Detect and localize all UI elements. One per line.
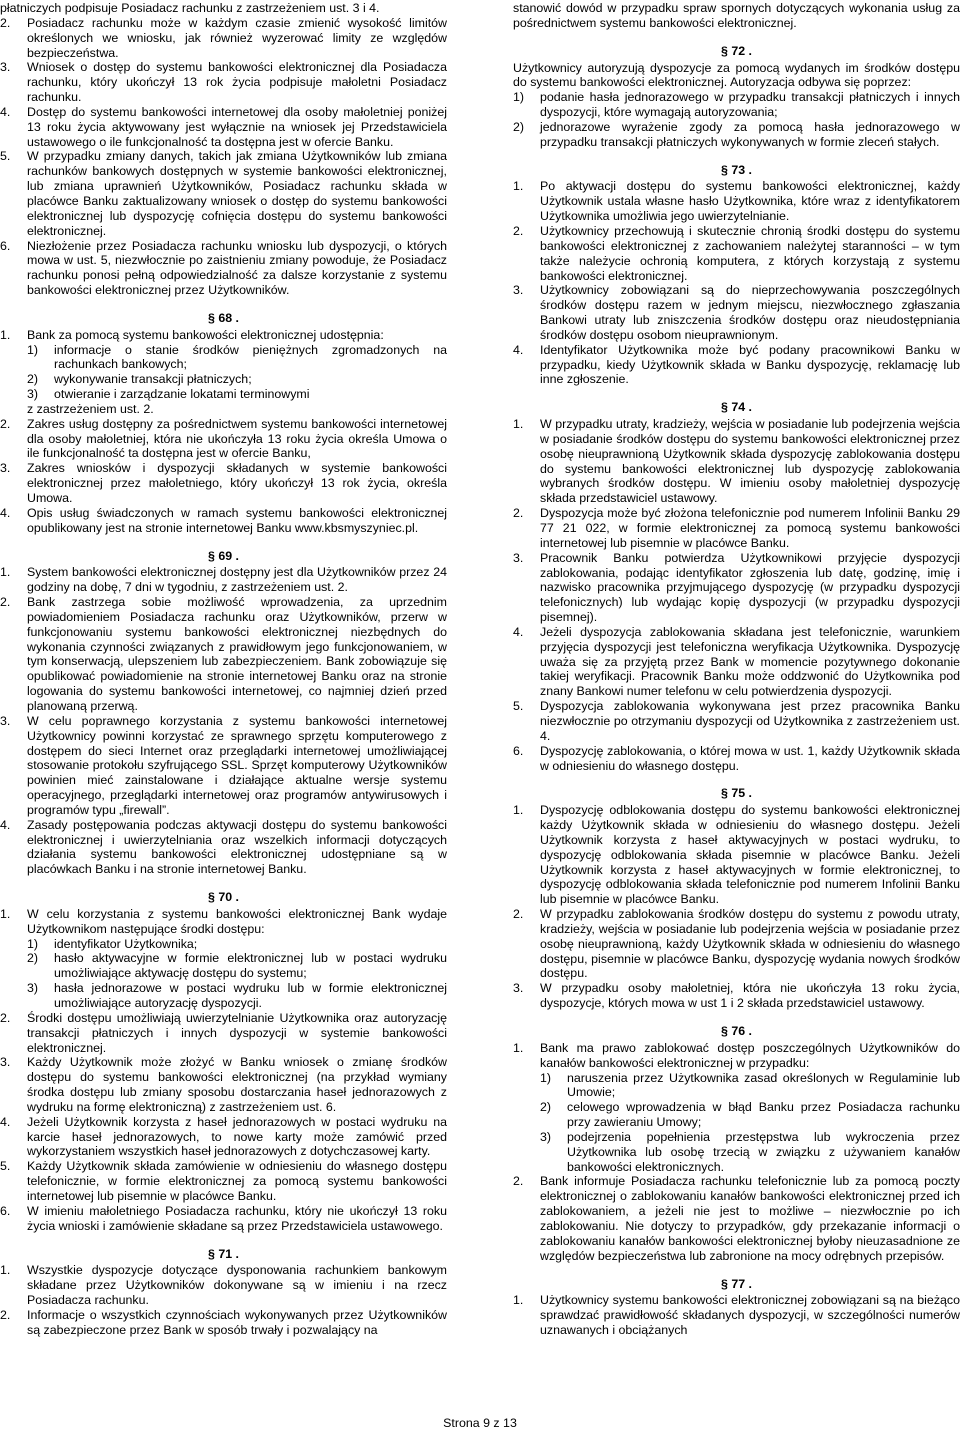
item-number: 3): [27, 387, 39, 402]
item-number: 1.: [513, 417, 524, 432]
item-number: 3): [540, 1129, 552, 1144]
item-text: Posiadacz rachunku może w każdym czasie zmienić wysokość limitów określonych we wniosku, jak również wyzerować limity ze względów bezpieczeństwa.: [27, 15, 447, 60]
item-number: 1.: [0, 327, 11, 342]
list-item: [0, 1263, 447, 1308]
item-number: 2.: [513, 907, 524, 922]
item-number: 5.: [0, 1159, 11, 1174]
item-text: jednorazowe wyrażenie zgody za pomocą hasła jednorazowego w przypadku transakcji płatniczych wykonywanych w formie zleceń stałych.: [540, 119, 960, 149]
item-text: Bank za pomocą systemu bankowości elektronicznej udostępnia:: [27, 327, 384, 342]
item-number: 1): [540, 1070, 552, 1085]
item-text: podejrzenia popełnienia przestępstwa lub wykroczenia przez Użytkownika lub osobę trzecią w związku z używaniem kanałów bankowości elektronicznych.: [567, 1129, 960, 1174]
item-number: 1.: [0, 1263, 11, 1278]
item-text: hasło aktywacyjne w formie elektronicznej lub w postaci wydruku umożliwiające aktywację dostępu do systemu;: [54, 951, 447, 981]
item-text: hasła jednorazowe w postaci wydruku lub w formie elektronicznej umożliwiające autoryzację dyspozycji.: [54, 981, 447, 1010]
item-text: W celu poprawnego korzystania z systemu bankowości internetowej Użytkownicy powinni korzystać ze sprawnego sprzętu komputerowego z dostępem do sieci Internet oraz przeglądarki internetowej umożliwiającej stosowanie protokołu szyfrującego SSL. Sprzęt komputerowy Użytkowników powinien mieć zainstalowane i działające aktualne wersje systemu operacyjnego, przeglądarki internetowej oraz programów antywirusowych i programów typu „firewall”.: [27, 713, 447, 817]
item-text: W przypadku zmiany danych, takich jak zmiana Użytkowników lub zmiana rachunków bankowych dostępnych w systemie bankowości elektronicznej, lub zmiana uprawnień Użytkowników, Posiadacz rachunku składa w placówce Banku zaktualizowany wniosek o dostęp do systemu bankowości elektronicznej lub dyspozycję cofnięcia dostępu do systemu bankowości elektronicznej.: [27, 149, 447, 238]
list-item: [0, 1115, 447, 1160]
item-number: 3.: [513, 283, 524, 298]
item-number: 1.: [513, 1293, 524, 1308]
item-text: otwieranie i zarządzanie lokatami terminowymi: [54, 387, 310, 402]
list-item: [0, 461, 447, 506]
item-number: 1.: [0, 906, 11, 921]
item-number: 2.: [513, 1174, 524, 1189]
list-item: [513, 224, 960, 283]
section-heading: § 70 .: [207, 890, 239, 905]
paragraph: stanowić dowód w przypadku spraw spornych dotyczących wykonania usług za pośrednictwem systemu bankowości elektronicznej.: [513, 1, 960, 30]
item-number: 2): [540, 1100, 552, 1115]
section-heading: § 76 .: [720, 1024, 752, 1038]
item-number: 2.: [513, 223, 524, 238]
item-text: Opis usług świadczonych w ramach systemu bankowości elektronicznej opublikowany jest na stronie internetowej Banku www.kbsmyszyniec.pl.: [27, 505, 447, 535]
item-number: 1): [27, 342, 39, 357]
item-text: Użytkownicy systemu bankowości elektronicznej zobowiązani są na bieżąco sprawdzać prawidłowość składanych dyspozycji, w szczególności numerów uznawanych i obciążanych: [540, 1293, 960, 1338]
item-text: Po aktywacji dostępu do systemu bankowości elektronicznej, każdy Użytkownik ustala własne hasło Użytkownika, które wraz z identyfikatorem Użytkownika umożliwia jego uwierzytelnianie.: [540, 179, 960, 224]
list-item: [0, 417, 447, 462]
list-item: [0, 1159, 447, 1204]
paragraph: Użytkownicy autoryzują dyspozycje za pomocą wydanych im środków dostępu do systemu bankowości elektronicznej. Autoryzacja odbywa się poprzez:: [513, 60, 960, 90]
item-text: wykonywanie transakcji płatniczych;: [54, 372, 252, 387]
item-text: W imieniu małoletniego Posiadacza rachunku, który nie ukończył 13 roku życia wnioski i zamówienie składane są przez Przedstawiciela ustawowego.: [27, 1203, 447, 1233]
item-number: 4.: [0, 817, 11, 832]
item-text: Dostęp do systemu bankowości internetowej dla osoby małoletniej poniżej 13 roku życia aktywowany jest wyłącznie na wniosek jej Przedstawiciela ustawowego o ile funkcjonalność ta dostępna jest w ofercie Banku.: [27, 104, 447, 149]
list-item: [513, 1174, 960, 1263]
list-item: [0, 714, 447, 818]
sub-list-item: [0, 372, 447, 387]
list-item: [513, 1041, 960, 1071]
section-heading: § 71 .: [207, 1246, 239, 1261]
list-item: [513, 417, 960, 506]
item-text: Identyfikator Użytkownika może być podany pracownikowi Banku w przypadku, kiedy Użytkownik składa w Banku dyspozycję, reklamację lub inne zgłoszenie.: [540, 342, 960, 387]
item-text: Dyspozycję zablokowania, o której mowa w ust. 1, każdy Użytkownik składa w odniesieniu do własnego dostępu.: [540, 743, 960, 773]
item-number: 3.: [0, 713, 11, 728]
item-number: 2): [513, 119, 525, 134]
list-item: [0, 1011, 447, 1056]
item-text: Bank zastrzega sobie możliwość wprowadzenia, za uprzednim powiadomieniem Posiadacza rachunku oraz Użytkowników, przerw w funkcjonowaniu systemu bankowości elektronicznej niezbędnych do wykonania czynności związanych z prawidłowym jego funkcjonowaniem, w tym konserwacją, ulepszeniem lub zabezpieczeniem. Bank zobowiązuje się opublikować powiadomienie na stronie internetowej Banku oraz na stronie logowania do systemu bankowości internetowej, co najmniej dzień przed planowaną przerwą.: [27, 595, 447, 713]
item-number: 4.: [513, 624, 524, 639]
sub-list-item: [513, 1100, 960, 1130]
list-item: [513, 981, 960, 1011]
sub-list-item: [0, 981, 447, 1011]
item-text: Każdy Użytkownik składa zamówienie w odniesieniu do własnego dostępu telefonicznie, w formie elektronicznej za pomocą systemu bankowości internetowej lub pisemnie w placówce Banku.: [27, 1159, 447, 1203]
item-text: Środki dostępu umożliwiają uwierzytelnianie Użytkownika oraz autoryzację transakcji płatniczych i innych dyspozycji w systemie bankowości elektronicznej.: [27, 1010, 447, 1055]
item-text: Zakres usług dostępny za pośrednictwem systemu bankowości internetowej dla osoby małoletniej, która nie ukończyła 13 roku życia określa Umowa o ile funkcjonalność ta dostępna jest w ofercie Banku,: [27, 416, 447, 461]
item-number: 1): [513, 90, 525, 105]
list-item: [0, 907, 447, 937]
item-text: Dyspozycja może być złożona telefonicznie pod numerem Infolinii Banku 29 77 21 022, w formie elektronicznej za pomocą systemu bankowości internetowej lub pisemnie w placówce Banku.: [540, 506, 960, 550]
item-number: 3.: [513, 981, 524, 996]
item-text: Jeżeli Użytkownik korzysta z haseł jednorazowych w postaci wydruku na karcie haseł jednorazowych, to nowe karty może zamówić przed wykorzystaniem wszystkich haseł jednorazowych z dotychczasowej karty.: [27, 1114, 447, 1159]
sub-list-item: [0, 937, 447, 952]
item-number: 5.: [0, 149, 11, 164]
sub-list-item: [0, 387, 447, 402]
sub-list-item: [0, 951, 447, 981]
page-footer: Strona 9 z 13: [443, 1416, 517, 1430]
section-heading: § 68 .: [207, 310, 239, 325]
list-item: [513, 90, 960, 120]
item-number: 3): [27, 981, 39, 996]
item-number: 1.: [513, 179, 524, 194]
item-text: Bank informuje Posiadacza rachunku telefonicznie lub za pomocą poczty elektronicznej o zablokowaniu kanałów bankowości elektronicznej przed ich zablokowaniem, a jeżeli nie jest to możliwe – niezwłocznie po ich zablokowaniu. Nie dotyczy to przypadków, gdy przekazanie informacji o zablokowaniu kanałów bankowości elektronicznej byłoby nieuzasadnione ze względów bezpieczeństwa lub zabronione na mocy odrębnych przepisów.: [540, 1174, 960, 1263]
list-item: [513, 283, 960, 342]
item-text: System bankowości elektronicznej dostępny jest dla Użytkowników przez 24 godziny na dobę, 7 dni w tygodniu, z zastrzeżeniem ust. 2.: [27, 565, 447, 595]
item-text: Informacje o wszystkich czynnościach wykonywanych przez Użytkowników są zabezpieczone przez Bank w sposób trwały i pozwalający na: [27, 1307, 447, 1337]
item-text: Dyspozycję odblokowania dostępu do systemu bankowości elektronicznej każdy Użytkownik składa w odniesieniu do własnego dostępu. Jeżeli Użytkownik korzysta z haseł aktywacyjnych w postaci wydruku, to dyspozycję odblokowania składa pisemnie w placówce Banku. Jeżeli Użytkownik korzysta z haseł aktywacyjnych w formie elektronicznej, to dyspozycję odblokowania składa telefonicznie pod numerem Infolinii Banku lub pisemnie w placówce Banku.: [540, 803, 960, 907]
item-text: identyfikator Użytkownika;: [54, 936, 198, 951]
item-text: Wniosek o dostęp do systemu bankowości elektronicznej dla Posiadacza rachunku, który ukończył 13 rok życia podpisuje małoletni Posiadacz rachunku.: [27, 60, 447, 105]
item-number: 6.: [0, 238, 11, 253]
item-number: 2.: [0, 1307, 11, 1322]
item-text: Użytkownicy przechowują i skutecznie chronią środki dostępu do systemu bankowości elektronicznej z zachowaniem należytej staranności – w tym także należycie ochronią komputera, z których korzystają z systemu bankowości elektronicznej.: [540, 223, 960, 283]
item-number: 2.: [0, 416, 11, 431]
item-number: 3.: [513, 550, 524, 565]
item-text: podanie hasła jednorazowego w przypadku transakcji płatniczych i innych dyspozycji, które wymagają autoryzowania;: [540, 90, 960, 120]
section-heading: § 69 .: [207, 548, 239, 563]
item-number: 6.: [0, 1203, 11, 1218]
list-item: [0, 328, 447, 343]
item-number: 4.: [0, 104, 11, 119]
item-number: 2.: [0, 1010, 11, 1025]
item-text: celowego wprowadzenia w błąd Banku przez Posiadacza rachunku przy zawieraniu Umowy;: [567, 1100, 960, 1130]
section-heading: § 77 .: [720, 1276, 752, 1291]
item-number: 6.: [513, 743, 524, 758]
sub-list-item: [513, 1071, 960, 1101]
item-text: Niezłożenie przez Posiadacza rachunku wniosku lub dyspozycji, o których mowa w ust. 5, niezwłocznie po zaistnieniu zmiany powoduje, że Posiadacz rachunku ponosi pełną odpowiedzialność za dalsze korzystanie z systemu bankowości elektronicznej przez Użytkowników.: [27, 238, 447, 298]
left-column: [0, 1, 447, 1338]
item-text: W przypadku utraty, kradzieży, wejścia w posiadanie lub podejrzenia wejścia w posiadanie środków dostępu do systemu bankowości elektronicznej przez osobę nieuprawnioną Użytkownik składa dyspozycję zablokowania dostępu do systemu bankowości elektronicznej lub dyspozycję zablokowania wybranych środków dostępu. W imieniu osoby małoletniej dyspozycję składa przedstawiciel ustawowy.: [540, 417, 960, 506]
item-text: W celu korzystania z systemu bankowości elektronicznej Bank wydaje Użytkownikom następujące środki dostępu:: [27, 906, 447, 936]
item-text: Zakres wniosków i dyspozycji składanych w systemie bankowości elektronicznej przez małoletniego, który ukończył 13 rok życia, określa Umowa.: [27, 461, 447, 505]
item-text: Zasady postępowania podczas aktywacji dostępu do systemu bankowości elektronicznej i uwierzytelniania oraz wszelkich informacji dotyczących działania systemu bankowości elektronicznej udostępniane są w placówkach Banku i na stronie internetowej Banku.: [27, 817, 447, 877]
sub-list-item: [0, 343, 447, 373]
list-item: [513, 699, 960, 744]
item-number: 2.: [513, 506, 524, 521]
list-item: [513, 803, 960, 907]
list-item: [0, 1204, 447, 1234]
right-column: [513, 1, 960, 1338]
section-heading: § 74 .: [720, 400, 752, 415]
list-item: [513, 744, 960, 774]
list-item: [0, 506, 447, 536]
list-item: [513, 907, 960, 981]
list-item: [513, 343, 960, 388]
paragraph: płatniczych podpisuje Posiadacz rachunku z zastrzeżeniem ust. 3 i 4.: [0, 1, 380, 15]
item-text: Każdy Użytkownik może złożyć w Banku wniosek o zmianę środków dostępu do systemu bankowości elektronicznej (na przykład wymiany środka dostępu lub zmiany sposobu dostarczania haseł jednorazowych z wydruku na formę elektroniczną) z zastrzeżeniem ust. 6.: [27, 1055, 447, 1114]
list-item: [0, 239, 447, 298]
item-number: 4.: [0, 505, 11, 520]
list-item: [0, 16, 447, 61]
item-number: 3.: [0, 60, 11, 75]
item-number: 4.: [513, 342, 524, 357]
item-number: 2.: [0, 595, 11, 610]
list-item: [0, 60, 447, 105]
item-number: 2.: [0, 15, 11, 30]
section-heading: § 72 .: [720, 43, 752, 58]
item-number: 4.: [0, 1114, 11, 1129]
section-heading: § 73 .: [720, 162, 752, 177]
item-number: 1): [27, 936, 39, 951]
item-text: Pracownik Banku potwierdza Użytkownikowi przyjęcie dyspozycji zablokowania, podając identyfikator zgłoszenia lub datę, godzinę, imię i nazwisko pracownika przyjmującego dyspozycję (w przypadku dyspozycji telefonicznych) lub wydając kopię dyspozycji (w przypadku dyspozycji pisemnej).: [540, 550, 960, 625]
list-item: [0, 1308, 447, 1338]
item-text: Dyspozycja zablokowania wykonywana jest przez pracownika Banku niezwłocznie po otrzymaniu dyspozycji od Użytkownika z zastrzeżeniem ust. 4.: [540, 699, 960, 743]
item-number: 5.: [513, 699, 524, 714]
item-number: 3.: [0, 461, 11, 476]
list-item: [0, 565, 447, 595]
item-text: W przypadku osoby małoletniej, która nie ukończyła 13 roku życia, dyspozycje, których mowa w ust 1 i 2 składa przedstawiciel ustawowy.: [540, 981, 960, 1011]
item-number: 3.: [0, 1055, 11, 1070]
list-item: [513, 179, 960, 224]
item-text: Bank ma prawo zablokować dostęp poszczególnych Użytkowników do kanałów bankowości elektronicznej w przypadku:: [540, 1040, 960, 1070]
list-item: [513, 120, 960, 150]
list-item: [0, 595, 447, 714]
item-text: W przypadku zablokowania środków dostępu do systemu z powodu utraty, kradzieży, wejścia w posiadanie lub podejrzenia wejścia w posiadanie przez osobę nieuprawnioną, każdy Użytkownik składa w odniesieniu do własnego dostępu, pisemnie w placówce Banku, dyspozycję wydania nowych środków dostępu.: [540, 907, 960, 981]
list-item: [0, 149, 447, 238]
item-number: 1.: [513, 1040, 524, 1055]
item-text: Wszystkie dyspozycje dotyczące dysponowania rachunkiem bankowym składane przez Użytkowników dokonywane są w imieniu i na rzecz Posiadacza rachunku.: [27, 1263, 447, 1308]
item-text: Użytkownicy zobowiązani są do nieprzechowywania poszczególnych środków dostępu razem w jednym miejscu, niezwłocznego zgłaszania Bankowi utraty lub zniszczenia środków dostępu oraz nieudostępniania środków dostępu osobom nieuprawnionym.: [540, 283, 960, 342]
list-item: [513, 1293, 960, 1338]
item-text: naruszenia przez Użytkownika zasad określonych w Regulaminie lub Umowie;: [567, 1070, 960, 1100]
item-text: informacje o stanie środków pieniężnych zgromadzonych na rachunkach bankowych;: [54, 342, 447, 372]
list-item: [0, 1055, 447, 1114]
list-item: [0, 105, 447, 150]
list-item: [513, 551, 960, 625]
item-number: 2): [27, 951, 39, 966]
item-text: Jeżeli dyspozycja zablokowania składana jest telefonicznie, warunkiem przyjęcia dyspozycji jest telefoniczna weryfikacja Użytkownika. Dyspozycję uważa się za przyjętą przez Bank w momencie pozytywnego dokonanie takiej weryfikacji. Pracownik Banku może oddzwonić do Użytkownika pod znany Bankowi numer telefonu w celu potwierdzenia dyspozycji.: [540, 624, 960, 699]
sub-list-item: [513, 1130, 960, 1175]
item-number: 2): [27, 372, 39, 387]
item-number: 1.: [513, 803, 524, 818]
item-number: 1.: [0, 565, 11, 580]
paragraph: z zastrzeżeniem ust. 2.: [27, 401, 154, 416]
list-item: [513, 506, 960, 551]
list-item: [513, 625, 960, 699]
list-item: [0, 818, 447, 877]
section-heading: § 75 .: [720, 786, 752, 801]
